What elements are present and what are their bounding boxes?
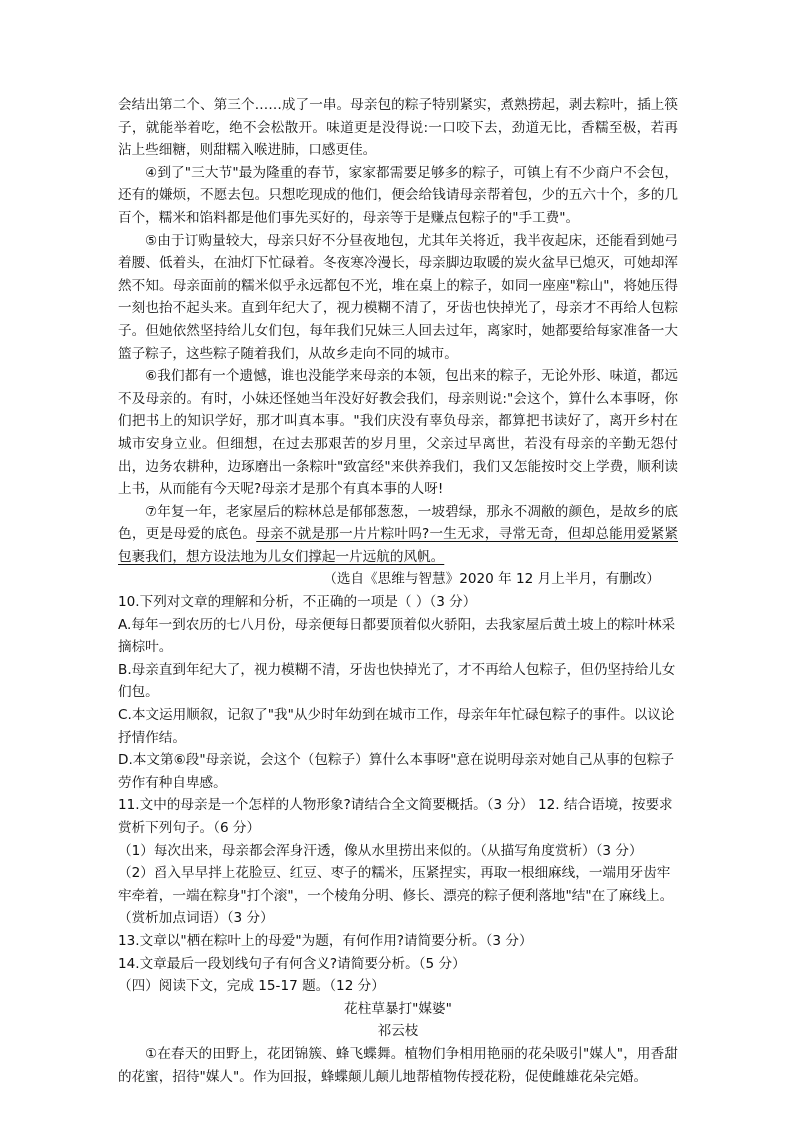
article-author: 祁云枝 xyxy=(377,1023,419,1040)
paragraph-7-underlined-sentence: 母亲不就是那一片片粽叶吗?一生无求，寻常无奇，但却总能用爱紧紧包裹我们，想方设法地为儿女们撑起一片远航的风帆。 xyxy=(118,526,679,565)
question-11-12: 11.文中的母亲是一个怎样的人物形象?请结合全文简要概括。（3 分） 12. 结合语境，按要求赏析下列句子。（6 分） xyxy=(118,797,673,836)
paragraph-5: ⑤由于订购量较大，母亲只好不分昼夜地包，尤其年关将近，我半夜起床，还能看到她弓着腰、低着头，在油灯下忙碌着。冬夜寒冷漫长，母亲脚边取暖的炭火盆早已熄灭，可她却浑然不知。母亲面前的糯米似乎永远都包不光，堆在桌上的粽子，如同一座座"粽山"，将她压得一刻也抬不起头来。直到年纪大了，视力模糊不清了，牙齿也快掉光了，母亲才不再给人包粽子。但她依然坚持给儿女们包，每年我们兄妹三人回去过年，离家时，她都要给每家准备一大篮子粽子，这些粽子随着我们，从故乡走向不同的城市。 xyxy=(118,232,678,362)
source-citation: （选自《思维与智慧》2020 年 12 月上半月，有删改） xyxy=(323,571,660,588)
document-page xyxy=(118,94,678,1088)
paragraph-6: ⑥我们都有一个遗憾，谁也没能学来母亲的本领，包出来的粽子，无论外形、味道，都远不及母亲的。有时，小妹还怪她当年没好好教会我们，母亲则说:"会这个，算什么本事呀，你们把书上的知识学好，那才叫真本事。"我们庆没有辜负母亲，都算把书读好了，离开乡村在城市安身立业。但细想，在过去那艰苦的岁月里，父亲过早离世，若没有母亲的辛勤无怨付出，边务农耕种，边琢磨出一条粽叶"致富经"来供养我们，我们又怎能按时交上学费，顺利读上书，从而能有今天呢?母亲才是那个有真本事的人呀! xyxy=(118,368,678,498)
question-10: 10.下列对文章的理解和分析，不正确的一项是（ ）（3 分） xyxy=(118,594,477,611)
question-10-option-d: D.本文第⑥段"母亲说，会这个（包粽子）算什么本事呀"意在说明母亲对她自己从事的包粽子劳作有种自卑感。 xyxy=(118,752,675,791)
question-10-option-a: A.每年一到农历的七八月份，母亲便每日都要顶着似火骄阳，去我家屋后黄土坡上的粽叶林采摘棕叶。 xyxy=(118,616,676,656)
paragraph-4: ④到了"三大节"最为隆重的春节，家家都需要足够多的粽子，可镇上有不少商户不会包，还有的嫌烦，不愿去包。只想吃现成的他们，便会给钱请母亲帮着包，少的五六十个，多的几百个，糯米和馅料都是他们事先买好的，母亲等于是赚点包粽子的"手工费"。 xyxy=(118,164,678,226)
paragraph-7-text: ⑦年复一年，老家屋后的粽林总是郁郁葱葱，一坡碧绿，那永不凋敝的颜色，是故乡的底色，更是母爱的底色。 xyxy=(118,503,678,543)
article-title: 花柱草暴打"媒婆" xyxy=(344,1000,452,1017)
paragraph-7 xyxy=(118,501,678,569)
paragraph-3-continued: 会结出第二个、第三个……成了一串。母亲包的粽子特别紧实，煮熟捞起，剥去粽叶，插上筷子，就能举着吃，绝不会松散开。味道更是没得说:一口咬下去，劲道无比，香糯至极，若再沾上些细糖，则甜糯入喉进肺，口感更佳。 xyxy=(118,97,678,159)
question-10-option-c: C.本文运用顺叙，记叙了"我"从少时年幼到在城市工作，母亲年年忙碌包粽子的事件。以议论抒情作结。 xyxy=(118,707,675,746)
question-14: 14.文章最后一段划线句子有何含义?请简要分析。（5 分） xyxy=(118,955,466,972)
question-13: 13.文章以"栖在粽叶上的母爱"为题，有何作用?请简要分析。（3 分） xyxy=(118,932,533,949)
section-4-heading: （四）阅读下文，完成 15-17 题。（12 分） xyxy=(118,978,385,995)
question-12-1: （1）每次出来，母亲都会浑身汗透，像从水里捞出来似的。（从描写角度赏析）（3 分） xyxy=(118,842,643,859)
question-10-option-b: B.母亲直到年纪大了，视力模糊不清，牙齿也快掉光了，才不再给人包粽子，但仍坚持给儿女们包。 xyxy=(118,661,676,701)
question-12-2: （2）舀入早早拌上花脸豆、红豆、枣子的糯米，压紧捏实，再取一根细麻线，一端用牙齿牢牢牵着，一端在粽身"打个滚"，一个棱角分明、修长、漂亮的粽子便利落地"结"在了麻线上。 （赏析加点词语）（3 分） xyxy=(118,865,674,927)
article-paragraph-1: ①在春天的田野上，花团锦簇、蜂飞蝶舞。植物们争相用艳丽的花朵吸引"媒人"，用香甜的花蜜，招待"媒人"。作为回报，蜂蝶颠儿颠儿地帮植物传授花粉，促使雌雄花朵完婚。 xyxy=(118,1045,678,1085)
